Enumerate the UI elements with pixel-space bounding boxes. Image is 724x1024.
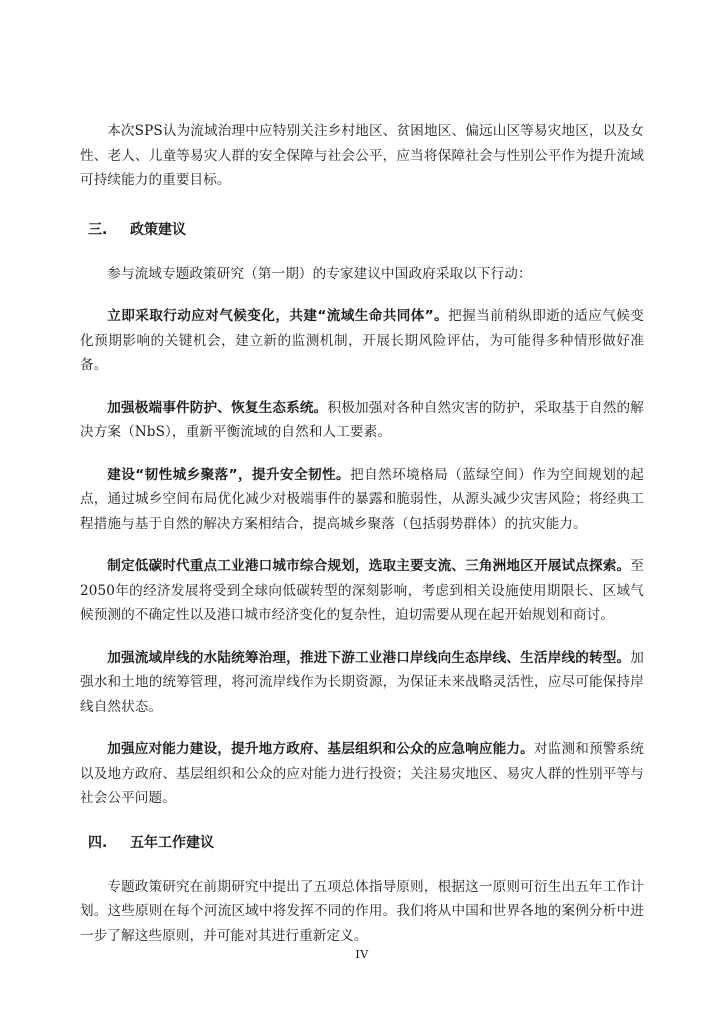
section-title: 五年工作建议 <box>130 834 214 851</box>
recommendation-low-carbon-ports <box>80 554 644 628</box>
recommendation-bold-lead: 建设“韧性城乡聚落”，提升安全韧性。 <box>107 466 351 483</box>
section-number: 三. <box>88 221 108 238</box>
paragraph-sps-focus: 本次SPS认为流域治理中应特别关注乡村地区、贫困地区、偏远山区等易灾地区，以及女性、老人、儿童等易灾人群的安全保障与社会公平，应当将保障社会与性别公平作为提升流域可持续能力的重要目标。 <box>80 123 644 188</box>
recommendation-text: 把握当前稍纵即逝的适应气候变化预期影响的关键机会，建立新的监测机制，开展长期风险评估，为可能得多种情形做好准备。 <box>80 308 644 373</box>
recommendation-bold-lead: 立即采取行动应对气候变化，共建“流域生命共同体”。 <box>107 308 449 324</box>
recommendation-bold-lead: 加强极端事件防护、恢复生态系统。 <box>107 399 328 416</box>
recommendation-climate-action <box>80 304 644 378</box>
recommendation-bold-lead: 制定低碳时代重点工业港口城市综合规划，选取主要支流、三角洲地区开展试点探索。 <box>107 558 631 574</box>
recommendation-text: 对监测和预警系统以及地方政府、基层组织和公众的应对能力进行投资；关注易灾地区、易灾人群的性别平等与社会公平问题。 <box>80 741 644 806</box>
recommendation-text: 积极加强对各种自然灾害的防护，采取基于自然的解决方案（NbS），重新平衡流域的自然和人工要素。 <box>80 399 644 440</box>
section-number: 四. <box>88 834 108 851</box>
section-heading-five-year-plan <box>80 831 644 855</box>
recommendation-text: 加强水和土地的统筹管理，将河流岸线作为长期资源，为保证未来战略灵活性，应尽可能保持岸线自然状态。 <box>80 649 644 715</box>
document-body <box>80 119 644 948</box>
recommendation-shoreline-governance <box>80 646 644 720</box>
section-title: 政策建议 <box>130 221 186 238</box>
paragraph-expert-intro: 参与流域专题政策研究（第一期）的专家建议中国政府采取以下行动： <box>107 265 532 282</box>
page-number: IV <box>355 948 369 961</box>
recommendation-extreme-events <box>80 396 644 445</box>
recommendation-response-capacity <box>80 737 644 811</box>
recommendation-bold-lead: 加强应对能力建设，提升地方政府、基层组织和公众的应急响应能力。 <box>107 741 534 757</box>
paragraph-five-year-principles: 专题政策研究在前期研究中提出了五项总体指导原则，根据这一原则可衍生出五年工作计划。这些原则在每个河流区域中将发挥不同的作用。我们将从中国和世界各地的案例分析中进一步了解这些原则，并可能对其进行重新定义。 <box>80 878 644 944</box>
recommendation-resilient-settlements <box>80 463 644 537</box>
section-heading-policy-recommendations <box>80 218 644 242</box>
recommendation-bold-lead: 加强流域岸线的水陆统筹治理，推进下游工业港口岸线向生态岸线、生活岸线的转型。 <box>107 649 631 666</box>
recommendation-text: 至2050年的经济发展将受到全球向低碳转型的深刻影响，考虑到相关设施使用期限长、区域气候预测的不确定性以及港口城市经济变化的复杂性，迫切需要从现在起开始规划和商讨。 <box>80 558 644 623</box>
recommendation-text: 把自然环境格局（蓝绿空间）作为空间规划的起点，通过城乡空间布局优化减少对极端事件的暴露和脆弱性，从源头减少灾害风险；将经典工程措施与基于自然的解决方案相结合，提高城乡聚落（包括弱势群体）的抗灾能力。 <box>80 466 644 532</box>
